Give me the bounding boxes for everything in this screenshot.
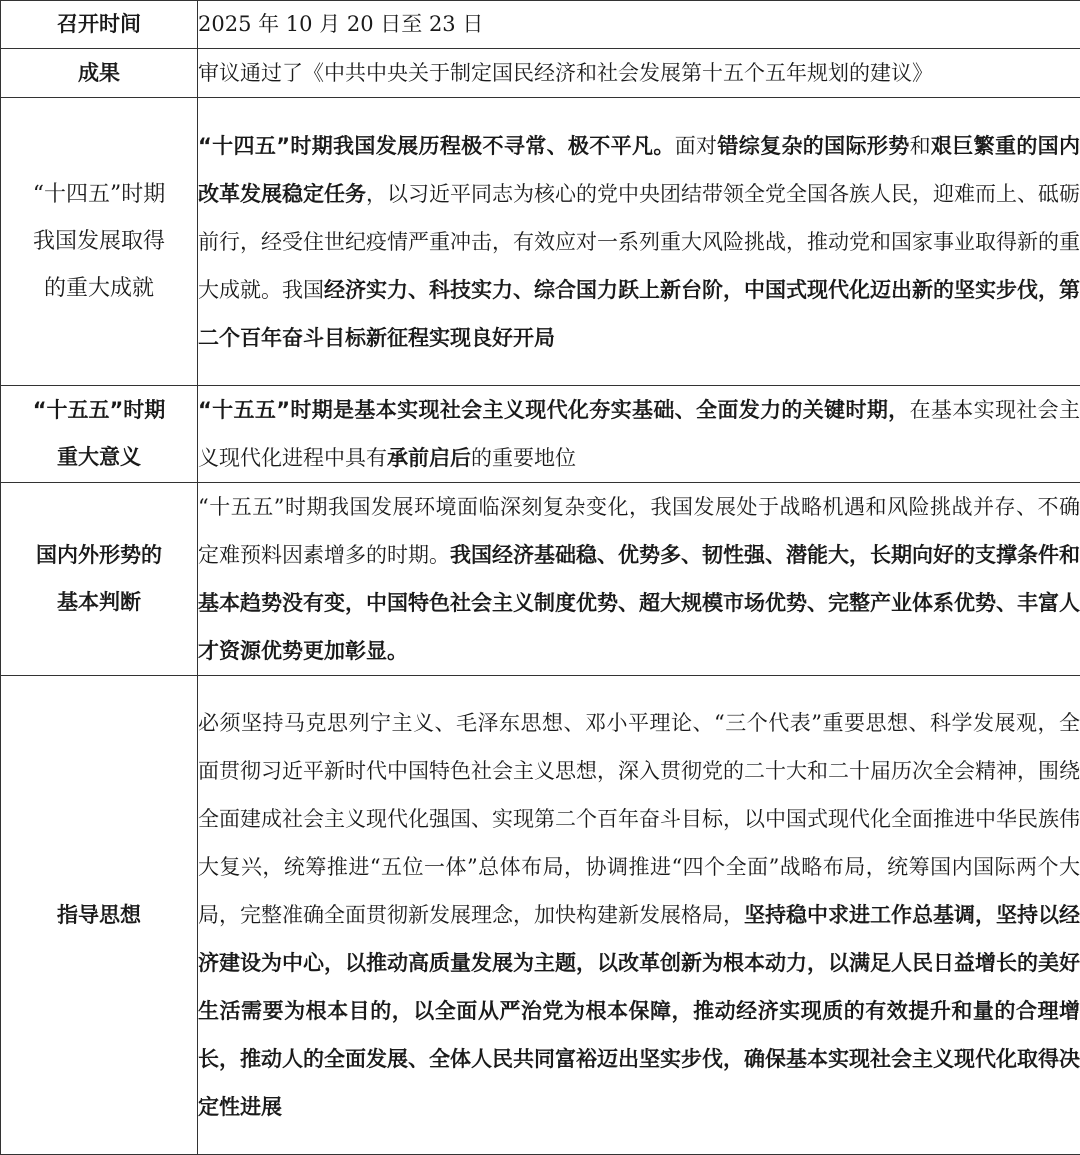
body-text: 和 bbox=[910, 134, 931, 158]
row-label-line: 成果 bbox=[1, 50, 197, 97]
row-label bbox=[1, 386, 198, 483]
row-label-line: 基本判断 bbox=[1, 579, 197, 626]
row-label bbox=[1, 49, 198, 98]
body-text: 的重要地位 bbox=[471, 446, 576, 470]
table-row bbox=[1, 676, 1080, 1155]
row-label bbox=[1, 98, 198, 386]
row-label-line: 的重大成就 bbox=[1, 265, 197, 312]
row-content bbox=[198, 386, 1080, 483]
body-text: “十五五”时期我国发展环境面临深刻复杂变化，我国发展处于战略机遇和风险挑战并存、不确定难预料因素增多的时期。 bbox=[198, 495, 1080, 567]
emphasis-text: “十五五”时期是基本实现社会主义现代化夯实基础、全面发力的关键时期， bbox=[198, 398, 910, 422]
row-label-line: 召开时间 bbox=[1, 1, 197, 48]
row-label-line: 我国发展取得 bbox=[1, 218, 197, 265]
body-text: 审议通过了《中共中央关于制定国民经济和社会发展第十五个五年规划的建议》 bbox=[198, 61, 933, 85]
row-label bbox=[1, 676, 198, 1155]
table-row bbox=[1, 1, 1080, 49]
body-text: 面对 bbox=[675, 134, 718, 158]
emphasis-text: 艰巨繁重的国内改革发展稳定任务 bbox=[198, 134, 1080, 206]
row-content bbox=[198, 1, 1080, 49]
summary-table-body bbox=[1, 1, 1080, 1155]
row-label-line: 国内外形势的 bbox=[1, 532, 197, 579]
row-label-line: 重大意义 bbox=[1, 434, 197, 481]
row-content bbox=[198, 676, 1080, 1155]
table-row bbox=[1, 386, 1080, 483]
emphasis-text: 坚持稳中求进工作总基调，坚持以经济建设为中心，以推动高质量发展为主题，以改革创新为根本动力，以满足人民日益增长的美好生活需要为根本目的，以全面从严治党为根本保障，推动经济实现质的有效提升和量的合理增长，推动人的全面发展、全体人民共同富裕迈出坚实步伐，确保基本实现社会主义现代化取得决定性进展 bbox=[198, 903, 1080, 1119]
row-label-line: “十五五”时期 bbox=[1, 387, 197, 434]
body-text: 在基本实现社会主义现代化进程中具有 bbox=[198, 398, 1080, 470]
row-content bbox=[198, 483, 1080, 676]
emphasis-text: “十四五”时期我国发展历程极不寻常、极不平凡。 bbox=[198, 134, 675, 158]
row-label-line: “十四五”时期 bbox=[1, 171, 197, 218]
table-row bbox=[1, 98, 1080, 386]
row-label bbox=[1, 1, 198, 49]
table-row bbox=[1, 49, 1080, 98]
body-text: 2025 年 10 月 20 日至 23 日 bbox=[198, 12, 483, 36]
row-content bbox=[198, 98, 1080, 386]
row-label-line: 指导思想 bbox=[1, 892, 197, 939]
body-text: 必须坚持马克思列宁主义、毛泽东思想、邓小平理论、“三个代表”重要思想、科学发展观，全面贯彻习近平新时代中国特色社会主义思想，深入贯彻党的二十大和二十届历次全会精神，围绕全面建成社会主义现代化强国、实现第二个百年奋斗目标，以中国式现代化全面推进中华民族伟大复兴，统筹推进“五位一体”总体布局，协调推进“四个全面”战略布局，统筹国内国际两个大局，完整准确全面贯彻新发展理念，加快构建新发展格局， bbox=[198, 711, 1080, 927]
table-row bbox=[1, 483, 1080, 676]
row-label bbox=[1, 483, 198, 676]
row-content bbox=[198, 49, 1080, 98]
emphasis-text: 错综复杂的国际形势 bbox=[717, 134, 909, 158]
emphasis-text: 经济实力、科技实力、综合国力跃上新台阶，中国式现代化迈出新的坚实步伐，第二个百年奋斗目标新征程实现良好开局 bbox=[198, 278, 1080, 350]
emphasis-text: 承前启后 bbox=[387, 446, 471, 470]
body-text: ，以习近平同志为核心的党中央团结带领全党全国各族人民，迎难而上、砥砺前行，经受住世纪疫情严重冲击，有效应对一系列重大风险挑战，推动党和国家事业取得新的重大成就。我国 bbox=[198, 182, 1080, 302]
emphasis-text: 我国经济基础稳、优势多、韧性强、潜能大，长期向好的支撑条件和基本趋势没有变，中国特色社会主义制度优势、超大规模市场优势、完整产业体系优势、丰富人才资源优势更加彰显。 bbox=[198, 543, 1080, 663]
